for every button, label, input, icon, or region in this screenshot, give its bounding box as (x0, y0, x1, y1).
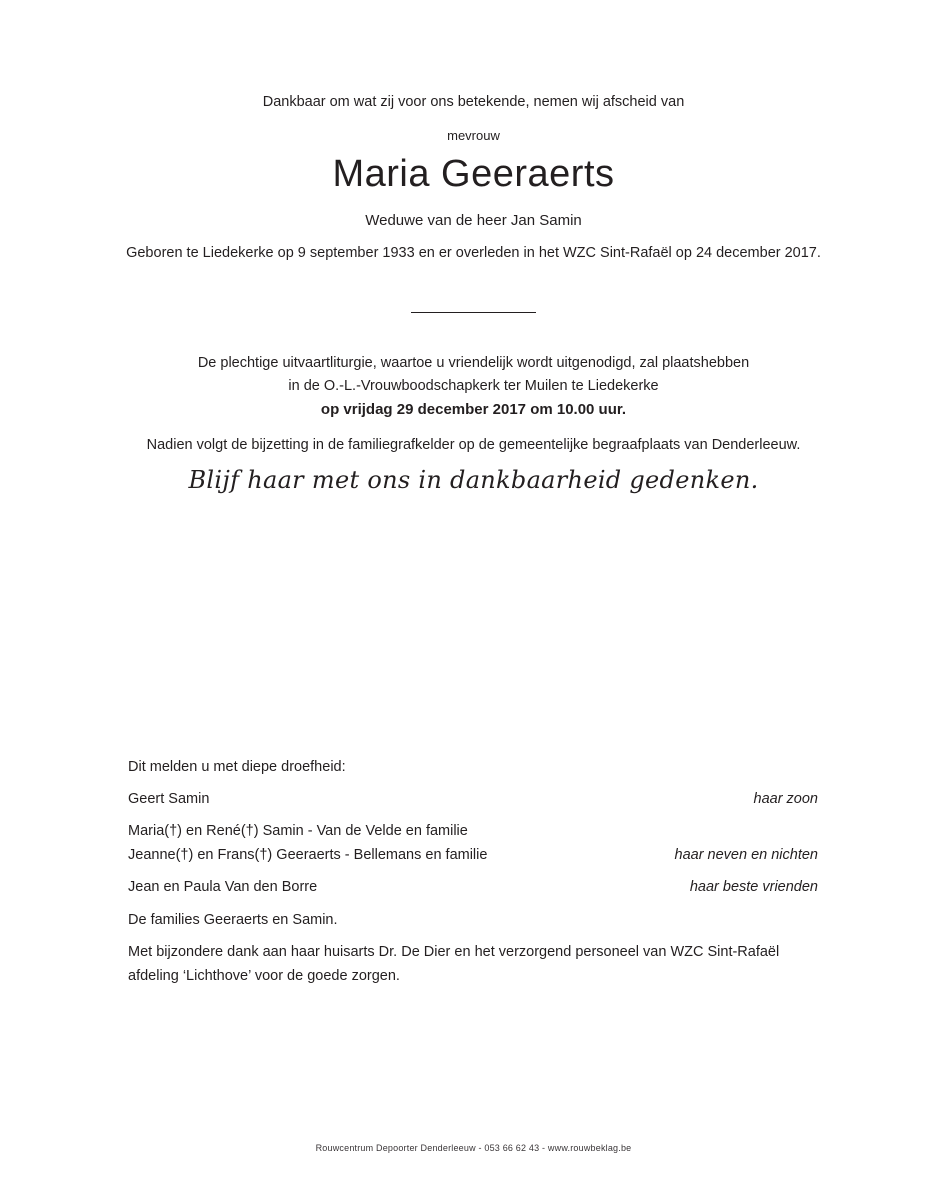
thanks-line-1: Met bijzondere dank aan haar huisarts Dr. De Dier en het verzorgend personeel van WZC Sint-Rafaël (128, 944, 780, 960)
family-member-geert: Geert Samin (128, 791, 210, 807)
footer-text: Rouwcentrum Depoorter Denderleeuw - 053 66 62 43 - www.rouwbeklag.be (315, 1143, 632, 1153)
widow-text: Weduwe van de heer Jan Samin (365, 212, 582, 229)
families-text: De families Geeraerts en Samin. (128, 912, 338, 928)
divider-line (411, 312, 536, 313)
relation-son: haar zoon (753, 791, 818, 807)
title-text: mevrouw (447, 128, 500, 143)
family-member-jean: Jean en Paula Van den Borre (128, 879, 318, 895)
family-member-jeanne: Jeanne(†) en Frans(†) Geeraerts - Bellemans en familie (128, 847, 488, 863)
family-member-maria: Maria(†) en René(†) Samin - Van de Velde en familie (128, 823, 468, 839)
announce-text: Dit melden u met diepe droefheid: (128, 759, 346, 775)
burial-text: Nadien volgt de bijzetting in de familiegrafkelder op de gemeentelijke begraafplaats van Denderleeuw. (146, 437, 801, 453)
memorial-quote: Blijf haar met ons in dankbaarheid gedenken. (188, 466, 759, 494)
deceased-name: Maria Geeraerts (332, 153, 615, 195)
intro-text: Dankbaar om wat zij voor ons betekende, nemen wij afscheid van (262, 94, 685, 110)
funeral-line-2: in de O.-L.-Vrouwboodschapkerk ter Muilen te Liedekerke (288, 378, 659, 394)
relation-nephews-nieces: haar neven en nichten (674, 847, 818, 863)
birth-death-text: Geboren te Liedekerke op 9 september 1933 en er overleden in het WZC Sint-Rafaël op 24 december 2017. (126, 245, 821, 261)
funeral-line-1: De plechtige uitvaartliturgie, waartoe u vriendelijk wordt uitgenodigd, zal plaatshebben (197, 355, 750, 371)
relation-best-friends: haar beste vrienden (689, 879, 818, 895)
thanks-line-2: afdeling ‘Lichthove’ voor de goede zorgen. (128, 968, 400, 984)
funeral-date: op vrijdag 29 december 2017 om 10.00 uur. (320, 401, 627, 418)
